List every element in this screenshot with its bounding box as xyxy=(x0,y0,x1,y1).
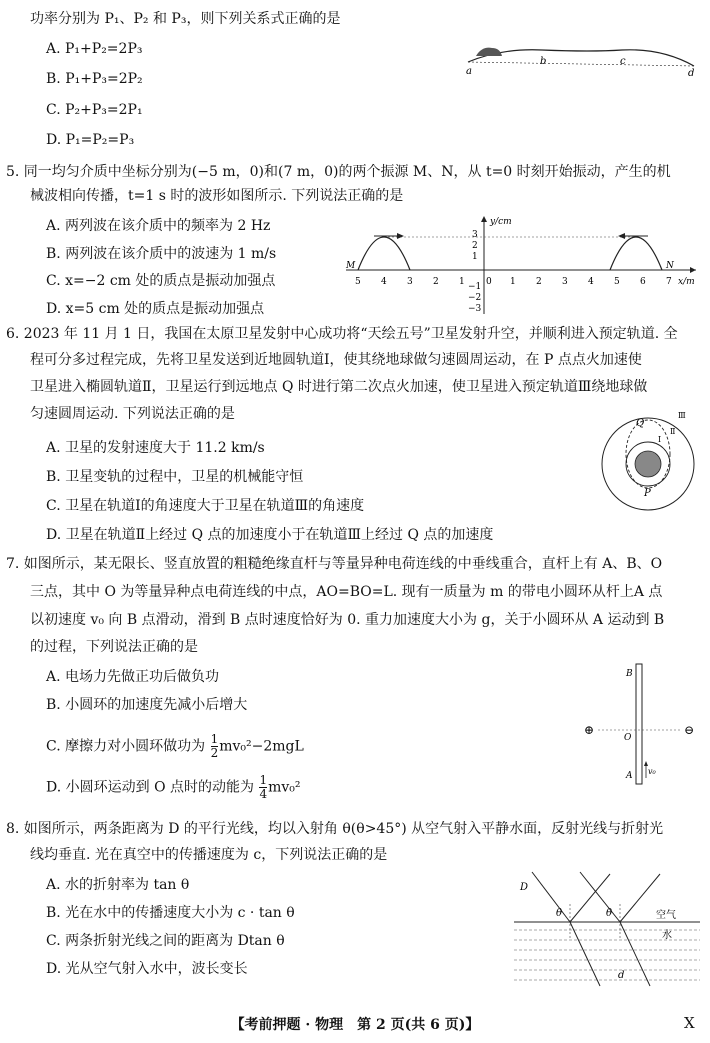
q7-option-a: A. 电场力先做正功后做负功 xyxy=(46,669,220,685)
svg-text:3: 3 xyxy=(562,277,568,287)
q6-stem-line2: 程可分多过程完成，先将卫星发送到近地圆轨道Ⅰ，使其绕地球做匀速圆周运动，在 P 点点火加速使 xyxy=(30,352,642,368)
svg-text:2: 2 xyxy=(536,277,542,287)
q6-stem-line1: 6. 2023 年 11 月 1 日，我国在太原卫星发射中心成功将“天绘五号”卫星发射升空，并顺利进入预定轨道. 全 xyxy=(6,326,678,342)
q8-option-c: C. 两条折射光线之间的距离为 Dtan θ xyxy=(46,933,285,949)
svg-text:b: b xyxy=(540,56,547,67)
svg-text:空气: 空气 xyxy=(656,910,676,921)
q4-option-b: B. P₁+P₃=2P₂ xyxy=(46,71,143,87)
q5-option-c: C. x=−2 cm 处的质点是振动加强点 xyxy=(46,273,276,289)
q7-d-frac-num: 1 xyxy=(259,773,268,787)
q5-option-b: B. 两列波在该介质中的波速为 1 m/s xyxy=(46,246,277,262)
q6-option-b: B. 卫星变轨的过程中，卫星的机械能守恒 xyxy=(46,469,304,485)
svg-text:2: 2 xyxy=(472,241,478,251)
q5-option-a: A. 两列波在该介质中的频率为 2 Hz xyxy=(46,218,271,234)
q7-stem-line4: 的过程，下列说法正确的是 xyxy=(30,639,198,655)
q8-light-figure xyxy=(510,868,704,994)
svg-text:⊕: ⊕ xyxy=(584,723,595,737)
svg-text:Ⅰ: Ⅰ xyxy=(658,435,662,444)
svg-text:⊖: ⊖ xyxy=(684,723,695,737)
svg-text:水: 水 xyxy=(662,930,672,941)
svg-text:v₀: v₀ xyxy=(648,767,656,776)
svg-text:7: 7 xyxy=(666,277,672,287)
svg-text:Q: Q xyxy=(636,418,645,429)
svg-text:4: 4 xyxy=(588,277,594,287)
q7-rod-figure xyxy=(580,660,702,788)
svg-text:d: d xyxy=(618,970,625,981)
svg-text:d: d xyxy=(688,68,695,79)
svg-text:2: 2 xyxy=(433,277,439,287)
q7-stem-line1: 7. 如图所示，某无限长、竖直放置的粗糙绝缘直杆与等量异种电荷连线的中垂线重合，直杆上有 A、B、O xyxy=(6,556,663,572)
svg-text:N: N xyxy=(666,261,674,271)
svg-text:P: P xyxy=(644,488,651,499)
q6-option-d: D. 卫星在轨道Ⅱ上经过 Q 点的加速度小于在轨道Ⅲ上经过 Q 点的加速度 xyxy=(46,527,494,543)
q8-option-d: D. 光从空气射入水中，波长变长 xyxy=(46,961,248,977)
svg-text:1: 1 xyxy=(459,277,465,287)
q5-option-d: D. x=5 cm 处的质点是振动加强点 xyxy=(46,301,265,317)
q8-option-a: A. 水的折射率为 tan θ xyxy=(46,877,190,893)
q5-stem-line2: 械波相向传播，t=1 s 时的波形如图所示. 下列说法正确的是 xyxy=(30,188,404,204)
svg-text:Ⅲ: Ⅲ xyxy=(678,411,686,420)
svg-text:B: B xyxy=(626,669,633,679)
svg-text:O: O xyxy=(624,733,632,743)
svg-text:D: D xyxy=(520,882,529,893)
svg-text:c: c xyxy=(620,56,626,67)
svg-text:4: 4 xyxy=(381,277,387,287)
svg-text:5: 5 xyxy=(614,277,620,287)
q4-option-a: A. P₁+P₂=2P₃ xyxy=(46,41,143,57)
q8-stem-line2: 线均垂直. 光在真空中的传播速度为 c，下列说法正确的是 xyxy=(30,847,388,863)
q6-stem-line3: 卫星进入椭圆轨道Ⅱ，卫星运行到远地点 Q 时进行第二次点火加速，使卫星进入预定轨道Ⅲ绕地球做 xyxy=(30,379,648,395)
q4-stem: 功率分别为 P₁、P₂ 和 P₃，则下列关系式正确的是 xyxy=(30,11,341,27)
q7-option-d: D. 小圆环运动到 O 点时的动能为 $\frac{1}{4}$ mv₀² xyxy=(46,773,301,801)
svg-text:−3: −3 xyxy=(468,304,482,314)
q7-option-b: B. 小圆环的加速度先减小后增大 xyxy=(46,697,248,713)
svg-text:y/cm: y/cm xyxy=(490,217,512,227)
q6-option-c: C. 卫星在轨道Ⅰ的角速度大于卫星在轨道Ⅲ的角速度 xyxy=(46,498,365,514)
svg-text:5: 5 xyxy=(355,277,361,287)
svg-text:A: A xyxy=(626,771,633,781)
q8-stem-line1: 8. 如图所示，两条距离为 D 的平行光线，均以入射角 θ(θ>45°) 从空气射入平静水面，反射光线与折射光 xyxy=(6,821,664,837)
svg-text:Ⅱ: Ⅱ xyxy=(670,427,676,436)
svg-text:θ: θ xyxy=(556,908,563,919)
svg-text:1: 1 xyxy=(510,277,516,287)
q7-c-frac-den: 2 xyxy=(210,746,219,760)
q7-option-c: C. 摩擦力对小圆环做功为 $\frac{1}{2}$ mv₀²−2mgL xyxy=(46,732,304,760)
svg-text:x/m: x/m xyxy=(678,277,695,287)
q6-orbit-figure xyxy=(596,404,700,520)
q7-stem-line2: 三点，其中 O 为等量异种点电荷连线的中点，AO=BO=L. 现有一质量为 m 的带电小圆环从杆上A 点 xyxy=(30,584,663,600)
q5-wave-figure xyxy=(338,212,704,318)
page-footer: 【考前押题 · 物理 第 2 页(共 6 页)】 xyxy=(230,1017,480,1033)
svg-text:a: a xyxy=(466,66,472,77)
svg-text:M: M xyxy=(346,261,356,271)
svg-text:0: 0 xyxy=(486,277,492,287)
svg-text:−1: −1 xyxy=(468,282,482,292)
svg-text:3: 3 xyxy=(472,230,478,240)
svg-text:θ: θ xyxy=(606,908,613,919)
svg-text:1: 1 xyxy=(472,252,478,262)
q7-stem-line3: 以初速度 v₀ 向 B 点滑动，滑到 B 点时速度恰好为 0. 重力加速度大小为 g，关于小圆环从 A 运动到 B xyxy=(30,612,665,628)
q4-option-d: D. P₁=P₂=P₃ xyxy=(46,132,135,148)
q6-stem-line4: 匀速圆周运动. 下列说法正确的是 xyxy=(30,406,235,422)
svg-text:3: 3 xyxy=(407,277,413,287)
q5-stem-line1: 5. 同一均匀介质中坐标分别为(−5 m，0)和(7 m，0)的两个振源 M、N，从 t=0 时刻开始振动，产生的机 xyxy=(6,164,671,180)
q6-option-a: A. 卫星的发射速度大于 11.2 km/s xyxy=(46,440,265,456)
footer-mark: X xyxy=(684,1014,695,1032)
q7-c-frac-num: 1 xyxy=(210,732,219,746)
q4-road-figure xyxy=(462,34,702,80)
q7-d-frac-den: 4 xyxy=(259,787,268,801)
q8-option-b: B. 光在水中的传播速度大小为 c · tan θ xyxy=(46,905,295,921)
svg-text:−2: −2 xyxy=(468,293,482,303)
svg-text:6: 6 xyxy=(640,277,646,287)
q4-option-c: C. P₂+P₃=2P₁ xyxy=(46,102,143,118)
